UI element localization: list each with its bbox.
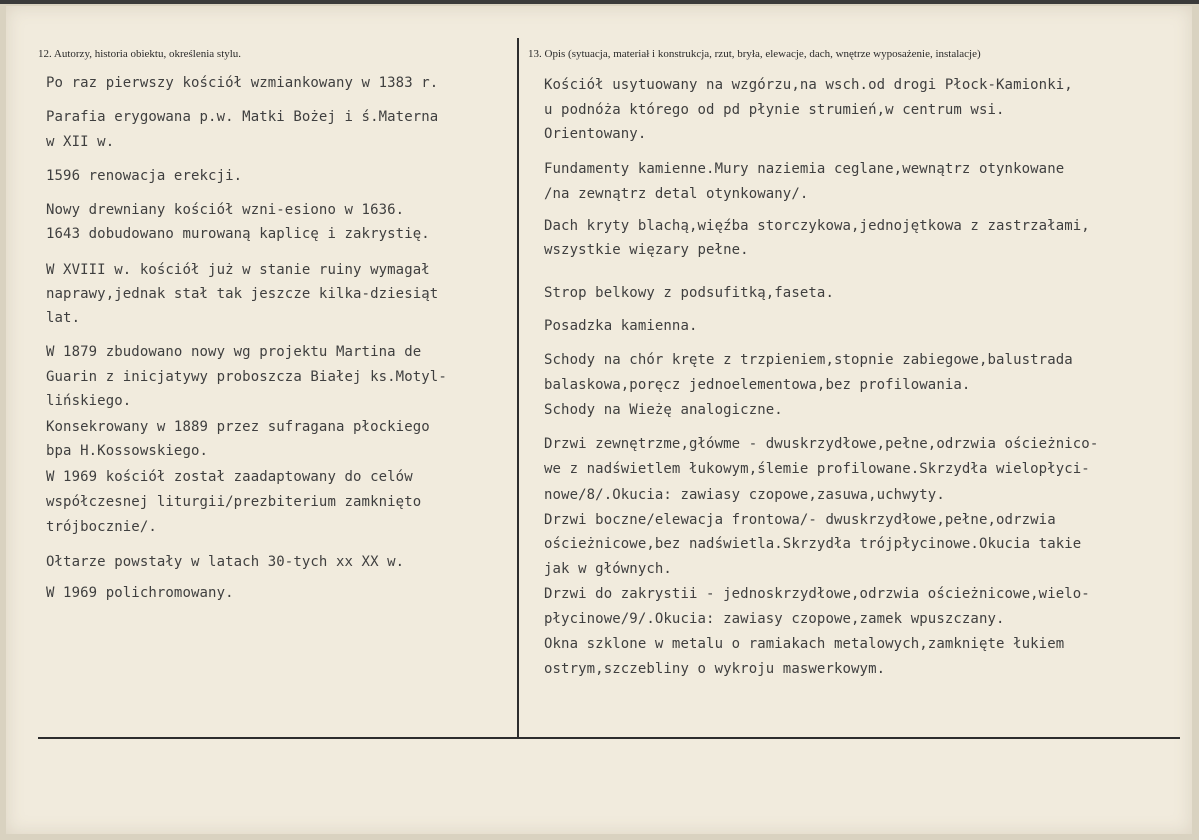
section-12-label: 12. Autorzy, historia obiektu, określenia stylu. <box>38 48 242 60</box>
history-line: W XVIII w. kościół już w stanie ruiny wymagał <box>46 262 430 278</box>
bottom-divider <box>38 737 1180 739</box>
description-line: nowe/8/.Okucia: zawiasy czopowe,zasuwa,uchwyty. <box>544 487 945 503</box>
history-line: trójbocznie/. <box>46 519 157 535</box>
description-line: Kościół usytuowany na wzgórzu,na wsch.od drogi Płock-Kamionki, <box>544 77 1073 93</box>
description-line: wszystkie więzary pełne. <box>544 242 749 258</box>
description-line: u podnóża którego od pd płynie strumień,w centrum wsi. <box>544 102 1005 118</box>
description-line: we z nadświetlem łukowym,ślemie profilowane.Skrzydła wielopłyci- <box>544 461 1090 477</box>
history-line: Ołtarze powstały w latach 30-tych xx XX w. <box>46 554 405 570</box>
description-line: Drzwi zewnętrzme,główme - dwuskrzydłowe,pełne,odrzwia ościeżnico- <box>544 436 1099 452</box>
card-top-edge <box>0 0 1199 4</box>
description-line: Schody na chór kręte z trzpieniem,stopnie zabiegowe,balustrada <box>544 352 1073 368</box>
description-line: Drzwi do zakrystii - jednoskrzydłowe,odrzwia ościeżnicowe,wielo- <box>544 586 1090 602</box>
history-line: lat. <box>46 310 81 326</box>
description-line: ościeżnicowe,bez nadświetla.Skrzydła trójpłycinowe.Okucia takie <box>544 536 1082 552</box>
description-line: płycinowe/9/.Okucia: zawiasy czopowe,zamek wpuszczany. <box>544 611 1005 627</box>
description-line: Schody na Wieżę analogiczne. <box>544 402 783 418</box>
column-divider <box>517 38 519 738</box>
history-line: W 1969 kościół został zaadaptowany do celów <box>46 469 413 485</box>
description-line: jak w głównych. <box>544 561 672 577</box>
history-line: Konsekrowany w 1889 przez sufragana płockiego <box>46 419 430 435</box>
description-line: Fundamenty kamienne.Mury naziemia ceglane,wewnątrz otynkowane <box>544 161 1065 177</box>
description-line: Orientowany. <box>544 126 647 142</box>
description-line: ostrym,szczebliny o wykroju maswerkowym. <box>544 661 886 677</box>
history-line: W 1969 polichromowany. <box>46 585 234 601</box>
history-line: 1643 dobudowano murowaną kaplicę i zakrystię. <box>46 226 430 242</box>
description-line: Okna szklone w metalu o ramiakach metalowych,zamknięte łukiem <box>544 636 1065 652</box>
history-line: Po raz pierwszy kościół wzmiankowany w 1383 r. <box>46 75 439 91</box>
description-line: balaskowa,poręcz jednoelementowa,bez profilowania. <box>544 377 971 393</box>
history-line: lińskiego. <box>46 393 132 409</box>
history-line: W 1879 zbudowano nowy wg projektu Martina de <box>46 344 422 360</box>
history-line: 1596 renowacja erekcji. <box>46 168 243 184</box>
history-line: naprawy,jednak stał tak jeszcze kilka-dziesiąt <box>46 286 439 302</box>
history-line: w XII w. <box>46 134 115 150</box>
description-line: /na zewnątrz detal otynkowany/. <box>544 186 809 202</box>
history-line: Guarin z inicjatywy proboszcza Białej ks.Motyl- <box>46 369 447 385</box>
description-line: Drzwi boczne/elewacja frontowa/- dwuskrzydłowe,pełne,odrzwia <box>544 512 1056 528</box>
description-line: Dach kryty blachą,więźba storczykowa,jednojętkowa z zastrzałami, <box>544 218 1090 234</box>
history-line: bpa H.Kossowskiego. <box>46 443 209 459</box>
description-line: Posadzka kamienna. <box>544 318 698 334</box>
section-13-label: 13. Opis (sytuacja, materiał i konstrukcja, rzut, bryła, elewacje, dach, wnętrze wyposażenie, instalacje) <box>528 48 981 60</box>
history-line: Parafia erygowana p.w. Matki Bożej i ś.Materna <box>46 109 439 125</box>
description-line: Strop belkowy z podsufitką,faseta. <box>544 285 834 301</box>
history-line: Nowy drewniany kościół wzni-esiono w 1636. <box>46 202 405 218</box>
history-line: współczesnej liturgii/prezbiterium zamknięto <box>46 494 422 510</box>
